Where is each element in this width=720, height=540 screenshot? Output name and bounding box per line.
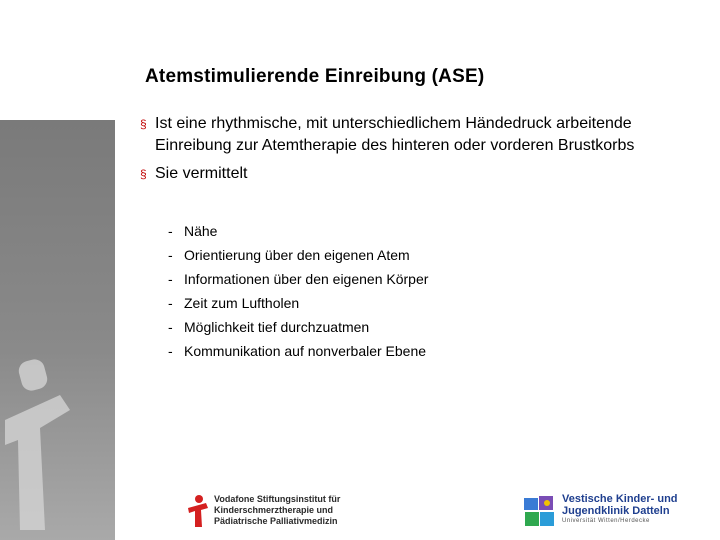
vodafone-institute-logo [186, 493, 356, 529]
bullet-text: Sie vermittelt [155, 165, 248, 182]
slide-title: Atemstimulierende Einreibung (ASE) [145, 66, 485, 87]
sub-item [168, 315, 428, 339]
sub-marker: - [168, 319, 173, 335]
bullet-text: Ist eine rhythmische, mit unterschiedlichem Händedruck arbeitende Einreibung zur Atemtherapie des hinteren oder vorderen Brustkorbs [155, 115, 635, 154]
sub-item-text: Nähe [184, 223, 218, 239]
klinik-name: Vestische Kinder- und Jugendklinik Datteln [562, 493, 678, 517]
sub-item-text: Zeit zum Luftholen [184, 295, 300, 311]
sub-item-text: Möglichkeit tief durchzuatmen [184, 319, 370, 335]
sub-item [168, 291, 428, 315]
sub-item-text: Orientierung über den eigenen Atem [184, 247, 410, 263]
university-name: Universität Witten/Herdecke [562, 518, 650, 524]
sub-marker: - [168, 343, 173, 359]
sub-item-text: Kommunikation auf nonverbaler Ebene [184, 343, 427, 359]
sub-item [168, 339, 428, 363]
bullet-marker: § [140, 167, 147, 181]
sub-marker: - [168, 223, 173, 239]
klinik-puzzle-icon [522, 494, 558, 530]
sub-item [168, 219, 428, 243]
red-figure-icon [186, 494, 210, 528]
bullet-list [140, 113, 700, 191]
sub-item [168, 267, 428, 291]
klinik-datteln-logo [522, 492, 702, 532]
sub-list [168, 219, 428, 363]
bullet-item [140, 113, 700, 157]
sub-marker: - [168, 271, 173, 287]
sub-item-text: Informationen über den eigenen Körper [184, 271, 429, 287]
institute-name: Vodafone Stiftungsinstitut für Kinderschmerztherapie und Pädiatrische Palliativmedizin [214, 494, 341, 526]
sub-marker: - [168, 295, 173, 311]
sub-item [168, 243, 428, 267]
bullet-item [140, 163, 700, 185]
sub-marker: - [168, 247, 173, 263]
figure-icon [0, 350, 115, 540]
bullet-marker: § [140, 117, 147, 131]
